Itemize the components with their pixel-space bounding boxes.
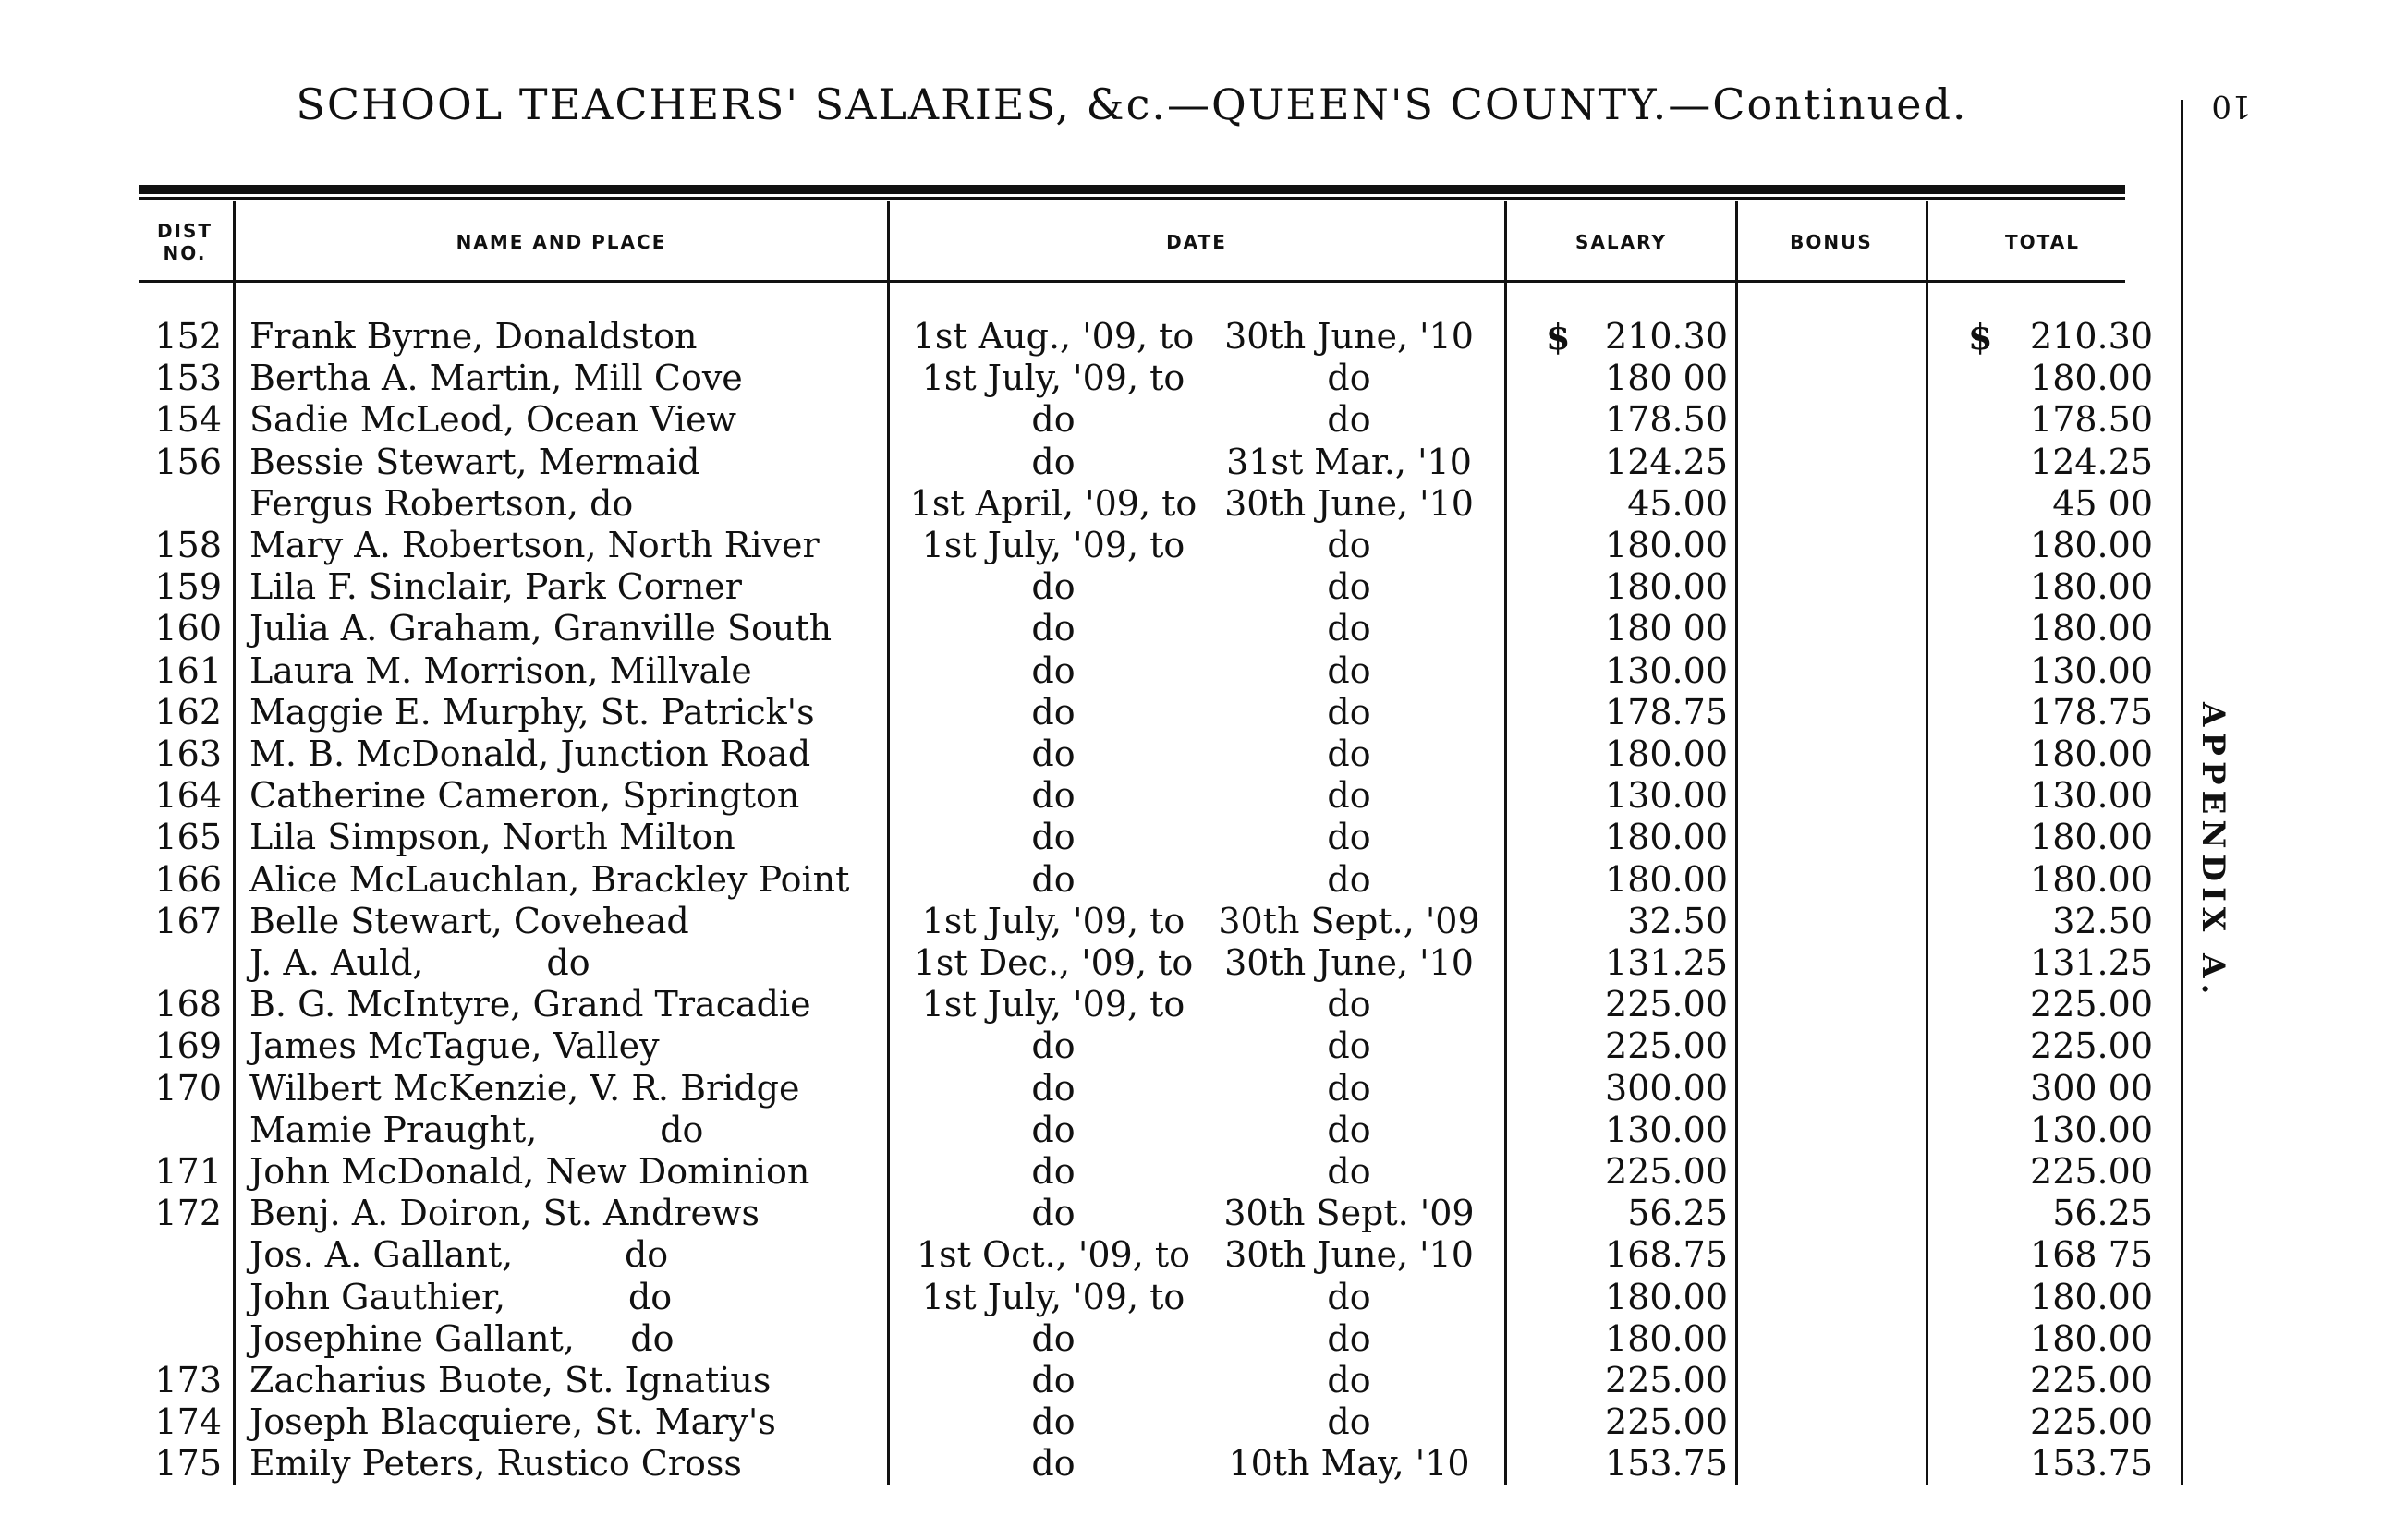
margin-rule <box>2181 100 2183 1485</box>
total-cell: 300 00 <box>2030 1068 2153 1109</box>
table-row <box>0 650 2218 692</box>
total-dollar-sign: $ <box>1968 316 1993 358</box>
salary-cell: 180.00 <box>1605 1318 1728 1359</box>
date-from-cell: 1st July, '09, to <box>921 1277 1185 1317</box>
dist-no-cell: 163 <box>154 734 222 774</box>
name-place-cell: Fergus Robertson, do <box>249 483 634 524</box>
name-place-cell: Jos. A. Gallant, do <box>249 1234 669 1275</box>
table-row <box>0 1401 2218 1443</box>
date-from-cell: do <box>1031 734 1076 774</box>
total-cell: 178.75 <box>2030 692 2153 733</box>
appendix-label: APPENDIX A. <box>2194 702 2231 1000</box>
column-header-rule <box>139 280 2125 283</box>
dist-no-cell: 168 <box>154 984 222 1025</box>
salary-dollar-sign: $ <box>1546 316 1571 358</box>
name-place-cell: Julia A. Graham, Granville South <box>249 608 833 649</box>
header-name-place: NAME AND PLACE <box>456 231 667 253</box>
salary-cell: 225.00 <box>1605 1151 1728 1192</box>
date-to-cell: do <box>1327 1068 1371 1109</box>
date-to-cell: do <box>1327 1110 1371 1150</box>
name-place-cell: Joseph Blacquiere, St. Mary's <box>249 1401 776 1442</box>
salary-cell: 131.25 <box>1605 942 1728 983</box>
header-dist-no: DIST NO. <box>156 220 213 264</box>
salary-cell: 130.00 <box>1605 1110 1728 1150</box>
table-row <box>0 525 2218 566</box>
dist-no-cell: 153 <box>154 358 222 398</box>
date-from-cell: do <box>1031 1193 1076 1233</box>
date-to-cell: do <box>1327 525 1371 565</box>
salary-cell: 178.50 <box>1605 399 1728 440</box>
name-place-cell: Frank Byrne, Donaldston <box>249 316 698 357</box>
dist-no-cell: 169 <box>154 1025 222 1066</box>
dist-no-cell: 173 <box>154 1360 222 1401</box>
total-cell: 32.50 <box>2052 901 2153 941</box>
salary-cell: 178.75 <box>1605 692 1728 733</box>
date-from-cell: 1st Oct., '09, to <box>916 1234 1191 1275</box>
date-to-cell: do <box>1327 1360 1371 1401</box>
dist-no-cell: 170 <box>154 1068 222 1109</box>
header-total: TOTAL <box>2005 231 2080 253</box>
total-cell: 131.25 <box>2030 942 2153 983</box>
date-to-cell: do <box>1327 1151 1371 1192</box>
name-place-cell: Wilbert McKenzie, V. R. Bridge <box>249 1068 800 1109</box>
total-cell: 225.00 <box>2030 1360 2153 1401</box>
dist-no-cell: 175 <box>154 1443 222 1484</box>
salary-cell: 180.00 <box>1605 734 1728 774</box>
table-row <box>0 358 2218 399</box>
name-place-cell: Josephine Gallant, do <box>249 1318 675 1359</box>
table-row <box>0 1318 2218 1360</box>
name-place-cell: Alice McLauchlan, Brackley Point <box>249 859 850 900</box>
name-place-cell: John Gauthier, do <box>249 1277 673 1317</box>
date-to-cell: 30th June, '10 <box>1224 316 1474 357</box>
date-from-cell: 1st April, '09, to <box>909 483 1197 524</box>
table-row <box>0 483 2218 525</box>
name-place-cell: Bessie Stewart, Mermaid <box>249 442 700 482</box>
date-from-cell: do <box>1031 859 1076 900</box>
table-row <box>0 942 2218 984</box>
date-to-cell: 31st Mar., '10 <box>1226 442 1472 482</box>
header-salary: SALARY <box>1575 231 1667 253</box>
total-cell: 180.00 <box>2030 608 2153 649</box>
total-cell: 130.00 <box>2030 1110 2153 1150</box>
date-to-cell: 10th May, '10 <box>1228 1443 1470 1484</box>
table-row <box>0 442 2218 483</box>
page-title: SCHOOL TEACHERS' SALARIES, &c.—QUEEN'S COUNTY.—Continued. <box>296 79 1968 129</box>
date-to-cell: do <box>1327 1277 1371 1317</box>
date-to-cell: 30th June, '10 <box>1224 1234 1474 1275</box>
dist-no-cell: 154 <box>154 399 222 440</box>
date-from-cell: do <box>1031 399 1076 440</box>
salary-cell: 32.50 <box>1627 901 1728 941</box>
dist-no-cell: 161 <box>154 650 222 691</box>
date-to-cell: do <box>1327 1318 1371 1359</box>
dist-no-cell: 164 <box>154 775 222 816</box>
date-to-cell: do <box>1327 1401 1371 1442</box>
date-from-cell: do <box>1031 775 1076 816</box>
header-date: DATE <box>1166 231 1227 253</box>
name-place-cell: Benj. A. Doiron, St. Andrews <box>249 1193 760 1233</box>
total-cell: 225.00 <box>2030 1151 2153 1192</box>
total-cell: 180.00 <box>2030 358 2153 398</box>
dist-no-cell: 165 <box>154 817 222 857</box>
date-from-cell: 1st July, '09, to <box>921 901 1185 941</box>
date-from-cell: 1st July, '09, to <box>921 525 1185 565</box>
date-from-cell: do <box>1031 692 1076 733</box>
total-cell: 225.00 <box>2030 984 2153 1025</box>
salary-cell: 225.00 <box>1605 1360 1728 1401</box>
table-row <box>0 566 2218 608</box>
table-row <box>0 1193 2218 1234</box>
name-place-cell: Belle Stewart, Covehead <box>249 901 689 941</box>
salary-cell: 180.00 <box>1605 859 1728 900</box>
name-place-cell: Catherine Cameron, Springton <box>249 775 800 816</box>
table-row <box>0 1234 2218 1276</box>
dist-no-cell: 171 <box>154 1151 222 1192</box>
dist-no-cell: 158 <box>154 525 222 565</box>
salary-cell: 180 00 <box>1605 358 1728 398</box>
dist-no-cell: 156 <box>154 442 222 482</box>
salary-cell: 225.00 <box>1605 984 1728 1025</box>
salary-cell: 225.00 <box>1605 1025 1728 1066</box>
total-cell: 178.50 <box>2030 399 2153 440</box>
name-place-cell: Lila Simpson, North Milton <box>249 817 735 857</box>
salary-cell: 45.00 <box>1627 483 1728 524</box>
total-cell: 180.00 <box>2030 566 2153 607</box>
date-to-cell: do <box>1327 734 1371 774</box>
date-to-cell: do <box>1327 859 1371 900</box>
salary-cell: 130.00 <box>1605 775 1728 816</box>
date-to-cell: do <box>1327 650 1371 691</box>
table-row <box>0 1110 2218 1151</box>
dist-no-cell: 162 <box>154 692 222 733</box>
salary-cell: 225.00 <box>1605 1401 1728 1442</box>
salary-cell: 124.25 <box>1605 442 1728 482</box>
dist-no-cell: 167 <box>154 901 222 941</box>
table-row <box>0 399 2218 441</box>
salary-cell: 56.25 <box>1627 1193 1728 1233</box>
date-to-cell: do <box>1327 817 1371 857</box>
table-row <box>0 316 2218 358</box>
dist-no-cell: 166 <box>154 859 222 900</box>
name-place-cell: Mamie Praught, do <box>249 1110 704 1150</box>
date-to-cell: do <box>1327 1025 1371 1066</box>
date-from-cell: do <box>1031 1025 1076 1066</box>
salary-cell: 180.00 <box>1605 1277 1728 1317</box>
date-to-cell: do <box>1327 775 1371 816</box>
total-cell: 130.00 <box>2030 650 2153 691</box>
dist-no-cell: 174 <box>154 1401 222 1442</box>
date-from-cell: 1st Aug., '09, to <box>912 316 1195 357</box>
date-from-cell: 1st Dec., '09, to <box>913 942 1194 983</box>
date-to-cell: do <box>1327 566 1371 607</box>
table-row <box>0 692 2218 734</box>
date-to-cell: 30th Sept. '09 <box>1223 1193 1475 1233</box>
salary-cell: 168.75 <box>1605 1234 1728 1275</box>
total-cell: 124.25 <box>2030 442 2153 482</box>
page-number: 10 <box>2211 88 2252 125</box>
table-row <box>0 1151 2218 1193</box>
salary-cell: 130.00 <box>1605 650 1728 691</box>
total-cell: 130.00 <box>2030 775 2153 816</box>
date-to-cell: 30th Sept., '09 <box>1218 901 1480 941</box>
date-to-cell: do <box>1327 399 1371 440</box>
date-from-cell: do <box>1031 442 1076 482</box>
name-place-cell: Lila F. Sinclair, Park Corner <box>249 566 742 607</box>
salary-cell: 210.30 <box>1605 316 1728 357</box>
salary-cell: 300.00 <box>1605 1068 1728 1109</box>
date-from-cell: do <box>1031 566 1076 607</box>
table-row <box>0 775 2218 817</box>
header-bonus: BONUS <box>1790 231 1873 253</box>
table-row <box>0 1277 2218 1318</box>
total-cell: 56.25 <box>2052 1193 2153 1233</box>
date-from-cell: do <box>1031 1318 1076 1359</box>
total-cell: 153.75 <box>2030 1443 2153 1484</box>
total-cell: 168 75 <box>2030 1234 2153 1275</box>
name-place-cell: Maggie E. Murphy, St. Patrick's <box>249 692 815 733</box>
date-from-cell: do <box>1031 1151 1076 1192</box>
date-from-cell: do <box>1031 608 1076 649</box>
total-cell: 45 00 <box>2052 483 2153 524</box>
salary-cell: 153.75 <box>1605 1443 1728 1484</box>
dist-no-cell: 159 <box>154 566 222 607</box>
date-to-cell: 30th June, '10 <box>1224 483 1474 524</box>
total-cell: 180.00 <box>2030 817 2153 857</box>
table-row <box>0 859 2218 901</box>
table-row <box>0 901 2218 942</box>
date-from-cell: do <box>1031 1068 1076 1109</box>
name-place-cell: Emily Peters, Rustico Cross <box>249 1443 742 1484</box>
name-place-cell: Sadie McLeod, Ocean View <box>249 399 737 440</box>
header-rule-thick <box>139 185 2125 194</box>
total-cell: 225.00 <box>2030 1401 2153 1442</box>
total-cell: 180.00 <box>2030 734 2153 774</box>
salary-cell: 180 00 <box>1605 608 1728 649</box>
date-from-cell: 1st July, '09, to <box>921 984 1185 1025</box>
salary-cell: 180.00 <box>1605 525 1728 565</box>
header-rule-thin <box>139 197 2125 200</box>
name-place-cell: Bertha A. Martin, Mill Cove <box>249 358 743 398</box>
dist-no-cell: 152 <box>154 316 222 357</box>
table-row <box>0 1025 2218 1067</box>
total-cell: 180.00 <box>2030 1277 2153 1317</box>
total-cell: 180.00 <box>2030 525 2153 565</box>
table-row <box>0 817 2218 858</box>
date-from-cell: do <box>1031 1360 1076 1401</box>
date-from-cell: do <box>1031 650 1076 691</box>
name-place-cell: B. G. McIntyre, Grand Tracadie <box>249 984 811 1025</box>
table-row <box>0 1068 2218 1110</box>
dist-no-cell: 160 <box>154 608 222 649</box>
date-from-cell: do <box>1031 1110 1076 1150</box>
name-place-cell: Zacharius Buote, St. Ignatius <box>249 1360 772 1401</box>
total-cell: 225.00 <box>2030 1025 2153 1066</box>
date-to-cell: 30th June, '10 <box>1224 942 1474 983</box>
date-to-cell: do <box>1327 692 1371 733</box>
date-to-cell: do <box>1327 608 1371 649</box>
table-row <box>0 984 2218 1025</box>
table-row <box>0 608 2218 649</box>
date-from-cell: do <box>1031 1443 1076 1484</box>
name-place-cell: John McDonald, New Dominion <box>249 1151 810 1192</box>
name-place-cell: M. B. McDonald, Junction Road <box>249 734 811 774</box>
date-from-cell: do <box>1031 817 1076 857</box>
total-cell: 180.00 <box>2030 859 2153 900</box>
table-row <box>0 1443 2218 1485</box>
name-place-cell: J. A. Auld, do <box>249 942 590 983</box>
name-place-cell: Laura M. Morrison, Millvale <box>249 650 752 691</box>
date-to-cell: do <box>1327 984 1371 1025</box>
table-row <box>0 734 2218 775</box>
date-to-cell: do <box>1327 358 1371 398</box>
total-cell: 210.30 <box>2030 316 2153 357</box>
name-place-cell: Mary A. Robertson, North River <box>249 525 820 565</box>
date-from-cell: 1st July, '09, to <box>921 358 1185 398</box>
table-row <box>0 1360 2218 1401</box>
salary-cell: 180.00 <box>1605 566 1728 607</box>
dist-no-cell: 172 <box>154 1193 222 1233</box>
name-place-cell: James McTague, Valley <box>249 1025 660 1066</box>
date-from-cell: do <box>1031 1401 1076 1442</box>
salary-cell: 180.00 <box>1605 817 1728 857</box>
total-cell: 180.00 <box>2030 1318 2153 1359</box>
